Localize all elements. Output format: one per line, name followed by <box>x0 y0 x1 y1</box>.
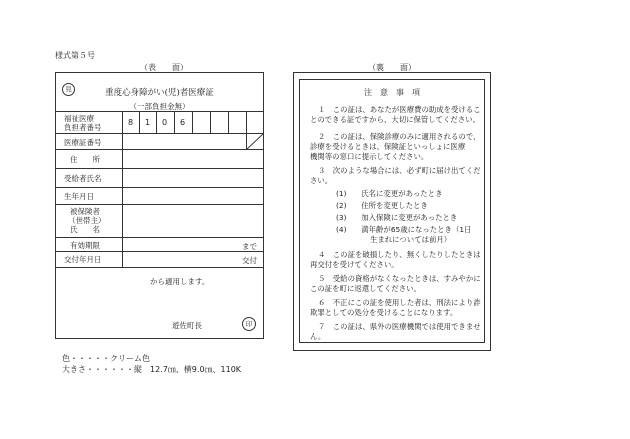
notice-line: (2) 住所を変更したとき <box>336 201 428 210</box>
diagonal-mark <box>246 134 263 150</box>
notice-line: 生まれについては前月） <box>370 235 452 244</box>
insured-row <box>56 204 263 238</box>
payer-digit: 0 <box>162 118 168 127</box>
front-side-label: （表 面） <box>140 63 188 72</box>
front-card <box>55 72 264 339</box>
divider <box>122 150 123 169</box>
divider <box>122 205 123 238</box>
size-note: 大きさ・・・・・・縦 12.7㎝、横9.0㎝、110K <box>62 365 242 374</box>
payer-digit-cell <box>246 112 264 134</box>
back-side-label: （裏 面） <box>368 63 416 72</box>
payer-digit-cell <box>122 112 139 134</box>
notice-line: 欺罪としての処分を受けることになります。 <box>310 308 458 317</box>
recipient-row <box>56 168 263 188</box>
mayor-name: 遊佐町長 <box>172 321 202 330</box>
divider <box>122 252 123 267</box>
payer-label-1: 福祉医療 <box>64 114 94 123</box>
payer-digit-cell <box>174 112 192 134</box>
notice-line: １ この証は、あなたが医療費の助成を受けるこ <box>318 105 481 114</box>
payer-label-2: 負担者番号 <box>64 123 102 132</box>
dob-row <box>56 187 263 205</box>
notice-line: この証を町に返還してください。 <box>310 284 421 293</box>
valid-label: 有効期限 <box>70 241 100 250</box>
divider <box>122 238 123 252</box>
payer-digit: 6 <box>180 118 186 127</box>
payer-digit-cell <box>192 112 210 134</box>
notice-box <box>299 79 485 343</box>
notice-line: 再交付を受けてください。 <box>310 260 399 269</box>
notice-line: (3) 加入保険に変更があったとき <box>336 213 458 222</box>
payer-number-row <box>56 111 263 134</box>
cert-number-row <box>56 133 263 150</box>
apply-text: から適用します。 <box>150 277 210 286</box>
payer-digit-cell <box>210 112 228 134</box>
insured-label-2: （世帯主） <box>68 216 106 225</box>
payer-digit-cell <box>228 112 246 134</box>
notice-line: (1) 氏名に変更があったとき <box>336 189 443 198</box>
card-subtitle: （一部負担金無） <box>129 102 190 111</box>
notice-line: ５ 受給の資格がなくなったときは、すみやかに <box>318 274 481 283</box>
cert-number-label: 医療証番号 <box>64 138 102 147</box>
dob-label: 生年月日 <box>64 192 94 201</box>
notice-line: ３ 次のような場合には、必ず町に届け出てくだ <box>318 166 481 175</box>
valid-suffix: まで <box>242 242 257 251</box>
notice-line: ７ この証は、県外の医療機関では使用できませ <box>318 322 481 331</box>
form-id: 様式第５号 <box>55 51 95 60</box>
payer-digit-cell <box>156 112 174 134</box>
notice-line: ん。 <box>310 332 326 341</box>
color-note: 色・・・・・クリーム色 <box>62 354 150 363</box>
address-label: 住 所 <box>70 155 100 164</box>
notice-line: 診療を受けるときは、保険証といっしょに医療 <box>310 142 466 151</box>
insured-label-1: 被保険者 <box>70 207 100 216</box>
notice-line: (4) 満年齢が65歳になったとき（1日 <box>336 225 472 234</box>
notice-line: ４ この証を破損したり、無くしたりしたときは <box>318 250 481 259</box>
notice-line: ６ 不正にこの証を使用した者は、刑法により詐 <box>318 298 481 307</box>
payer-digit: 1 <box>145 118 151 127</box>
payer-digit-cell <box>139 112 156 134</box>
notice-heading: 注 意 事 項 <box>364 88 420 97</box>
card-title: 重度心身障がい(児)者医療証 <box>105 88 214 98</box>
issue-suffix: 交付 <box>242 256 257 265</box>
issue-label: 交付年月日 <box>64 255 102 264</box>
divider <box>122 188 123 205</box>
notice-line: ２ この証は、保険診療のみに適用されるので、 <box>318 132 481 141</box>
view-stamp: 見 <box>62 83 75 96</box>
recipient-label: 受給者氏名 <box>64 174 102 183</box>
divider <box>122 169 123 188</box>
back-card <box>293 72 491 351</box>
notice-line: 機関等の窓口に提示してください。 <box>310 152 429 161</box>
address-row <box>56 149 263 169</box>
notice-line: さい。 <box>310 176 333 185</box>
insured-label-3: 氏 名 <box>70 225 100 234</box>
seal-mark: 印 <box>242 317 256 331</box>
notice-line: とのできる証ですから、大切に保管してください。 <box>310 115 480 124</box>
payer-digit: 8 <box>128 118 134 127</box>
valid-row <box>56 237 263 252</box>
issue-row <box>56 251 263 268</box>
divider <box>122 134 123 150</box>
